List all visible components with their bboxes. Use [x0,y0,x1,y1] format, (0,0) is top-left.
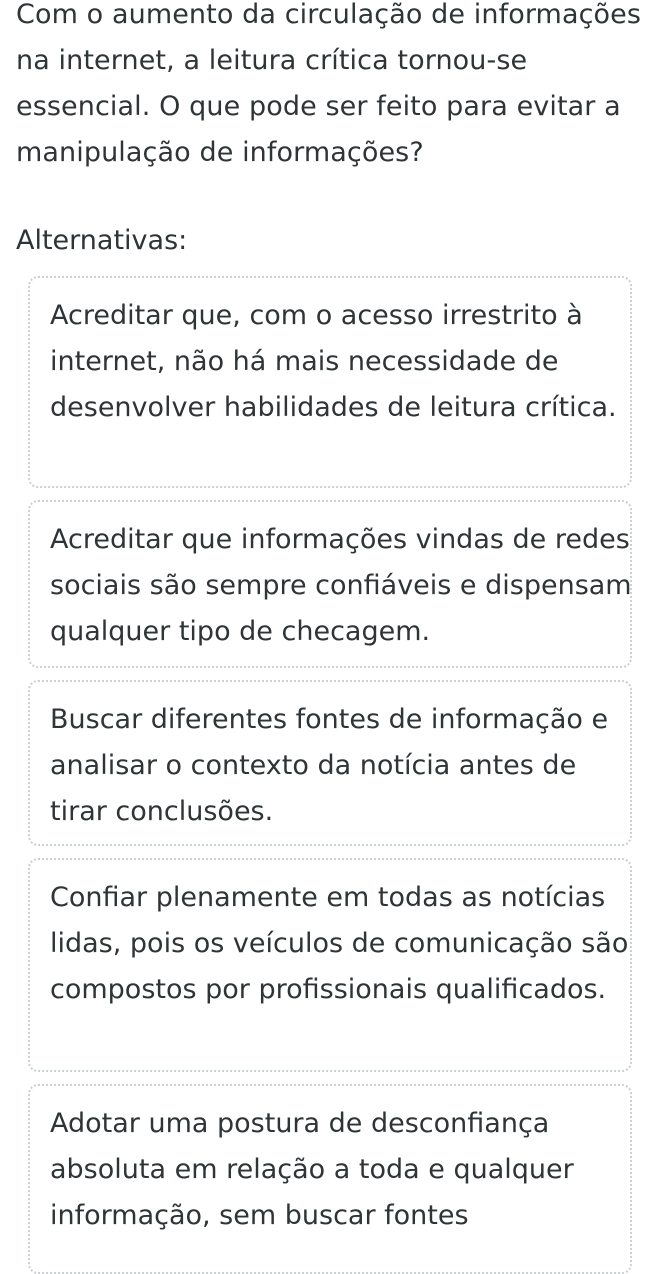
option-2[interactable] [28,500,632,668]
option-4[interactable] [28,858,632,1072]
option-text: Confiar plenamente em todas as notícias lidas, pois os veículos de comunicação são compostos por profissionais qualificados. [50,882,629,1005]
option-text: Buscar diferentes fontes de informação e analisar o contexto da notícia antes de tirar conclusões. [50,704,609,827]
option-text: Acreditar que, com o acesso irrestrito à internet, não há mais necessidade de desenvolver habilidades de leitura crítica. [50,300,617,423]
option-1[interactable] [28,276,632,488]
option-5[interactable] [28,1084,632,1274]
option-text: Acreditar que informações vindas de redes sociais são sempre confiáveis e dispensam qualquer tipo de checagem. [50,524,632,647]
question-text: Com o aumento da circulação de informações na internet, a leitura crítica tornou-se essencial. O que pode ser feito para evitar a manipulação de informações? [16,0,642,168]
option-text: Adotar uma postura de desconfiança absoluta em relação a toda e qualquer informação, sem buscar fontes [50,1108,574,1231]
option-3[interactable] [28,680,632,846]
alternatives-label: Alternativas: [16,225,188,256]
